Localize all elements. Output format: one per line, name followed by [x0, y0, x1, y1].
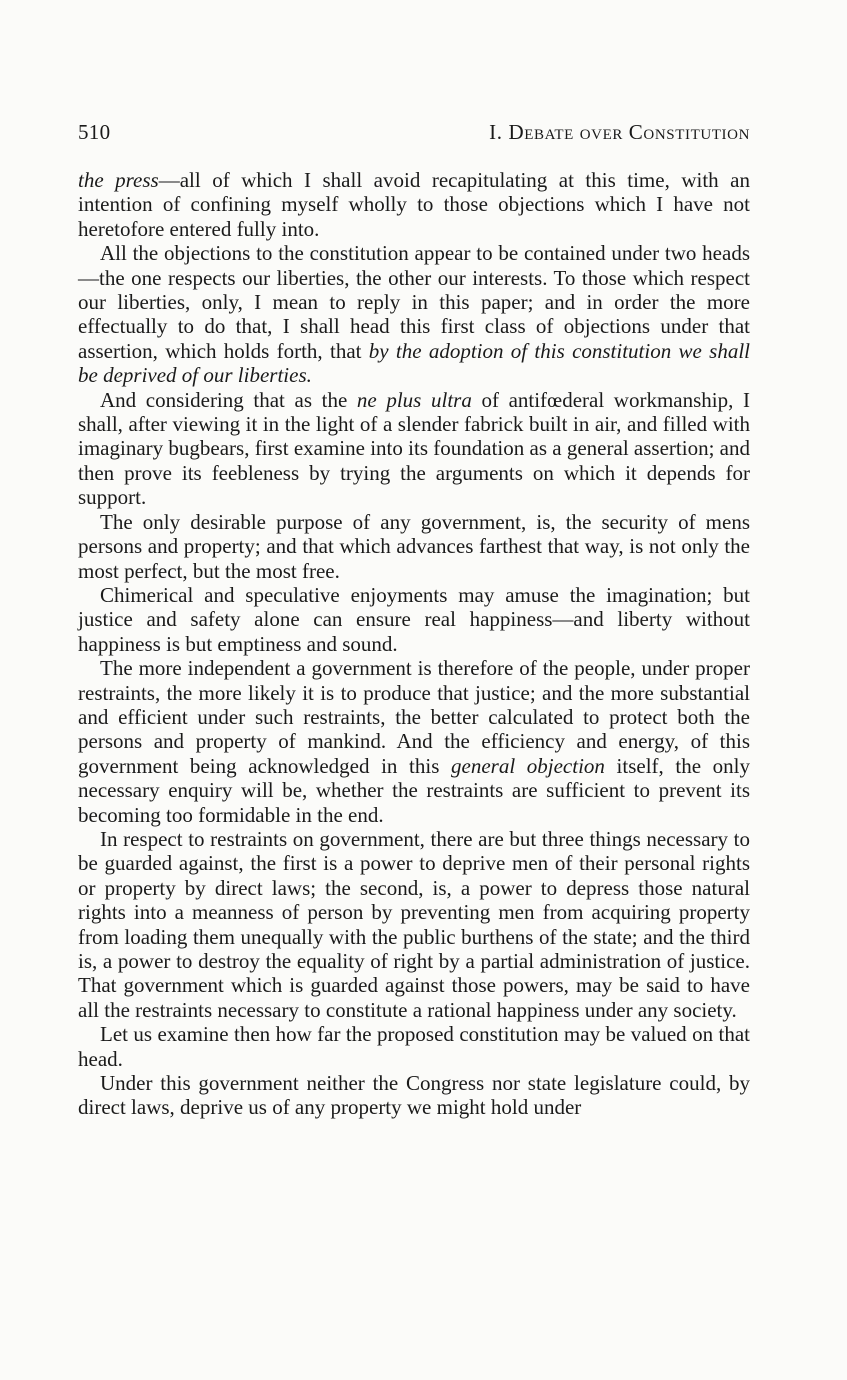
- italic-text: by the adoption of this constitution we shall be deprived of our liberties.: [78, 338, 750, 388]
- paragraph: [78, 241, 750, 387]
- paragraph: [78, 583, 750, 656]
- paragraph: [78, 1022, 750, 1071]
- text-run: In respect to restraints on government, there are but three things necessary to be guarded against, the first is a power to deprive men of their personal rights or property by direct laws; the second, is, a power to depress those natural rights into a meanness of person by preventing men from acquiring property from loading them unequally with the public burthens of the state; and the third is, a power to destroy the equality of right by a partial administration of justice. That government which is guarded against those powers, may be said to have all the restraints necessary to constitute a rational happiness under any society.: [78, 826, 750, 1022]
- text-run: All the objections to the constitution appear to be contained under two heads—the one respects our liberties, the other our interests. To those which respect our liberties, only, I mean to reply in this paper; and in order the more effectually to do that, I shall head this first class of objections under that assertion, which holds forth, that: [78, 241, 750, 363]
- italic-text: general objection: [451, 753, 605, 778]
- page-number: 510: [78, 120, 111, 144]
- text-run: itself, the only necessary enquiry will be, whether the restraints are sufficient to prevent its becoming too formidable in the end.: [78, 753, 751, 827]
- paragraph: [78, 827, 750, 1022]
- text-run: The more independent a government is therefore of the people, under proper restraints, the more likely it is to produce that justice; and the more substantial and efficient under such restraints, the better calculated to protect both the persons and property of mankind. And the efficiency and energy, of this government being acknowledged in this: [78, 656, 750, 778]
- paragraph: [78, 510, 750, 583]
- body-text: [78, 168, 750, 1120]
- italic-text: the press: [78, 168, 159, 192]
- running-head: [78, 120, 750, 150]
- text-run: And considering that as the: [100, 387, 357, 412]
- text-run: Let us examine then how far the proposed constitution may be valued on that head.: [78, 1022, 750, 1071]
- paragraph: [78, 1071, 750, 1120]
- running-title: I. Debate over Constitution: [489, 120, 750, 144]
- text-run: Chimerical and speculative enjoyments may amuse the imagination; but justice and safety alone can ensure real happiness—and liberty without happiness is but emptiness and sound.: [78, 582, 750, 656]
- book-page: [78, 120, 750, 1120]
- paragraph: [78, 168, 750, 241]
- paragraph: [78, 388, 750, 510]
- text-run: Under this government neither the Congress nor state legislature could, by direct laws, deprive us of any property we might hold under: [78, 1071, 750, 1120]
- text-run: —all of which I shall avoid recapitulating at this time, with an intention of confining myself wholly to those objections which I have not heretofore entered fully into.: [78, 168, 750, 241]
- italic-text: ne plus ultra: [356, 387, 472, 412]
- paragraph: [78, 656, 750, 827]
- text-run: of antifœderal workmanship, I shall, after viewing it in the light of a slender fabrick built in air, and filled with imaginary bugbears, first examine into its foundation as a general assertion; and then prove its feebleness by trying the arguments on which it depends for support.: [78, 387, 750, 510]
- text-run: The only desirable purpose of any government, is, the security of mens persons and property; and that which advances farthest that way, is not only the most perfect, but the most free.: [78, 509, 750, 583]
